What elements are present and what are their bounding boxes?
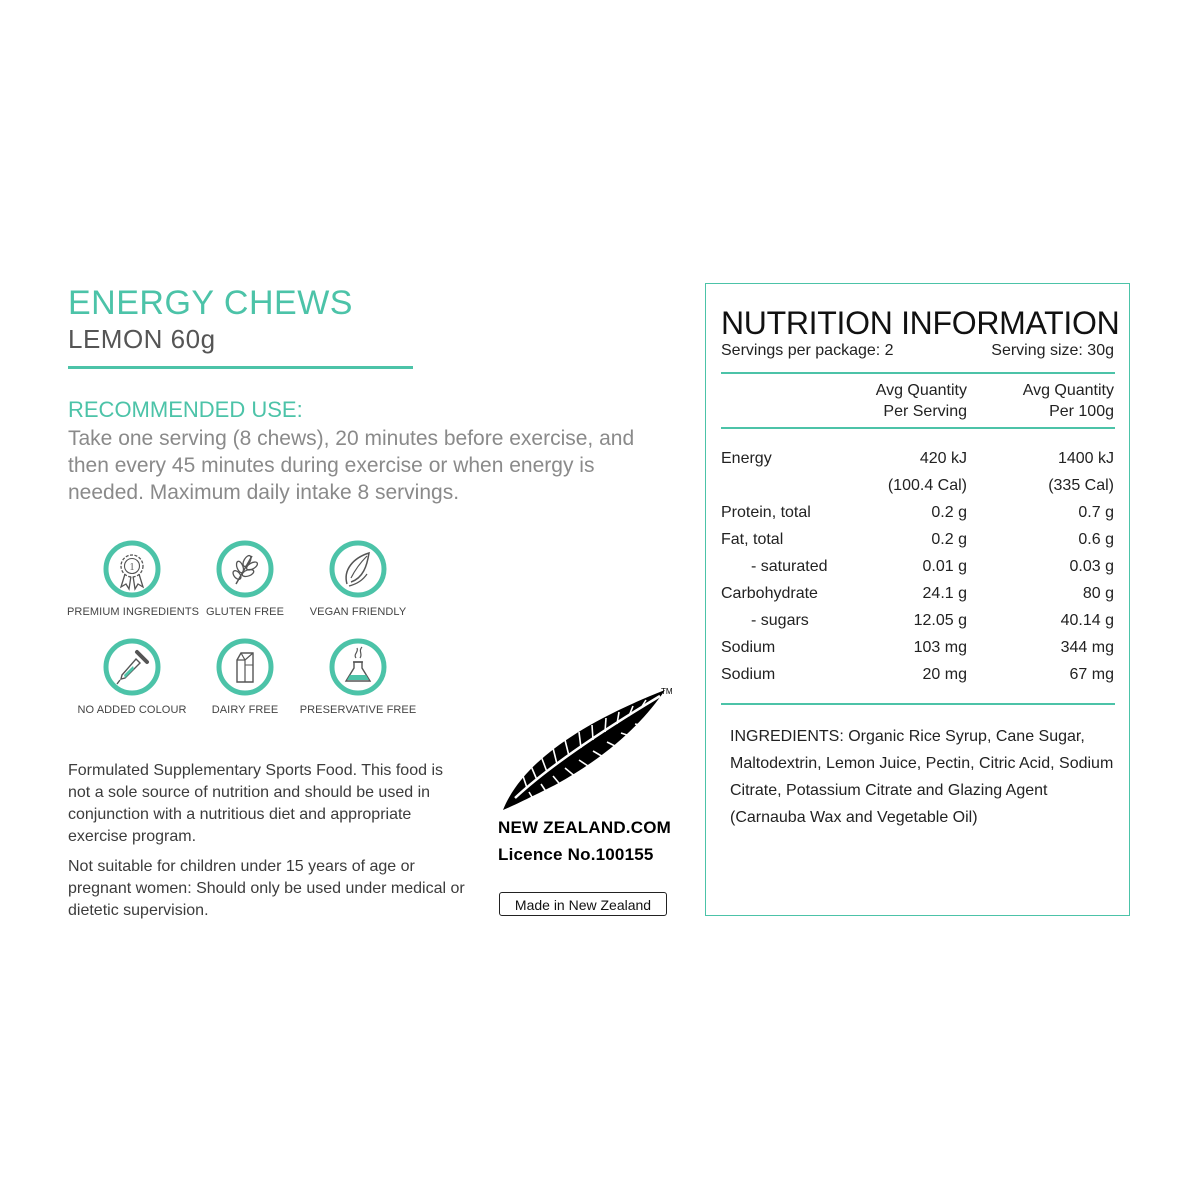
nutrient-label: Sodium [721, 666, 776, 683]
nutrient-value-per-100g: (335 Cal) [1048, 477, 1114, 494]
nutrient-label: Energy [721, 450, 772, 467]
nz-website: NEW ZEALAND.COM [498, 818, 671, 837]
nutrient-value-per-serving: 0.2 g [931, 531, 967, 548]
nutrient-value-per-100g: 344 mg [1060, 639, 1114, 656]
nutrient-value-per-100g: 67 mg [1069, 666, 1114, 683]
nutrient-value-per-serving: 0.2 g [931, 504, 967, 521]
nutrition-title: NUTRITION INFORMATION [721, 305, 1120, 341]
silver-fern-logo [495, 680, 675, 820]
wheat-icon [216, 540, 274, 598]
nutrient-value-per-100g: 0.6 g [1078, 531, 1114, 548]
badge-no-added-colour [67, 638, 197, 716]
nutrient-label: - saturated [751, 558, 828, 575]
nutrient-value-per-serving: 420 kJ [919, 450, 967, 467]
nutrition-divider [721, 372, 1115, 374]
badge-label: NO ADDED COLOUR [77, 704, 187, 716]
nutrient-label: Sodium [721, 639, 776, 656]
nutrient-value-per-100g: 40.14 g [1060, 612, 1114, 629]
nutrient-value-per-serving: 12.05 g [913, 612, 967, 629]
badge-dairy-free [180, 638, 310, 716]
nutrient-value-per-serving: 20 mg [922, 666, 967, 683]
product-title: ENERGY CHEWS [68, 284, 353, 322]
column-header-line: Avg Quantity [1022, 382, 1114, 399]
medal-number: 1 [129, 562, 135, 573]
column-header-line: Per Serving [883, 403, 967, 420]
badge-label: VEGAN FRIENDLY [309, 606, 407, 618]
disclaimer [68, 760, 468, 930]
badge-vegan-friendly [293, 540, 423, 618]
serving-size: Serving size: 30g [991, 342, 1114, 359]
product-flavour-weight: LEMON 60g [68, 324, 216, 354]
nutrient-value-per-100g: 0.03 g [1069, 558, 1114, 575]
nutrient-label: Fat, total [721, 531, 784, 548]
nutrient-value-per-100g: 1400 kJ [1057, 450, 1114, 467]
column-header-per-serving [876, 380, 967, 422]
badge-premium-ingredients [67, 540, 200, 618]
dropper-icon [103, 638, 161, 696]
flask-icon [329, 638, 387, 696]
column-header-line: Per 100g [1049, 403, 1114, 420]
nutrient-value-per-serving: (100.4 Cal) [887, 477, 967, 494]
badge-label: GLUTEN FREE [205, 606, 285, 618]
leaf-icon [329, 540, 387, 598]
made-in-nz-badge: Made in New Zealand [499, 892, 667, 916]
title-divider [68, 366, 413, 369]
nutrition-divider [721, 427, 1115, 429]
ingredients-list: INGREDIENTS: Organic Rice Syrup, Cane Sugar, Maltodextrin, Lemon Juice, Pectin, Citric Acid, Sodium Citrate, Potassium Citrate and Glazing Agent (Carnauba Wax and Vegetable Oil) [730, 728, 1114, 826]
servings-per-package: Servings per package: 2 [721, 342, 894, 359]
disclaimer-paragraph: Formulated Supplementary Sports Food. This food is not a sole source of nutrition and should be used in conjunction with a nutritious diet and appropriate exercise program. [68, 762, 443, 845]
column-header-per-100g [1023, 380, 1114, 422]
ribbon-medal-icon [103, 540, 161, 598]
badge-label: PREMIUM INGREDIENTS [67, 606, 200, 618]
badge-preservative-free [293, 638, 423, 716]
column-header-line: Avg Quantity [875, 382, 967, 399]
badge-gluten-free [180, 540, 310, 618]
nutrient-value-per-serving: 103 mg [913, 639, 967, 656]
nutrient-label: - sugars [751, 612, 809, 629]
milk-carton-icon [216, 638, 274, 696]
badge-label: DAIRY FREE [211, 704, 279, 716]
nutrition-divider [721, 703, 1115, 705]
disclaimer-paragraph: Not suitable for children under 15 years of age or pregnant women: Should only be used under medical or dietetic supervision. [68, 858, 465, 919]
nutrient-value-per-100g: 80 g [1082, 585, 1114, 602]
badge-label: PRESERVATIVE FREE [299, 704, 417, 716]
nutrient-value-per-serving: 24.1 g [922, 585, 967, 602]
recommended-use-text: Take one serving (8 chews), 20 minutes before exercise, and then every 45 minutes during exercise or when energy is needed. Maximum daily intake 8 servings. [68, 427, 635, 504]
recommended-use-heading: RECOMMENDED USE: [68, 397, 303, 422]
nutrient-label: Protein, total [721, 504, 811, 521]
nz-licence-number: Licence No.100155 [498, 845, 654, 864]
nutrient-label: Carbohydrate [721, 585, 818, 602]
trademark-mark: TM [661, 687, 673, 696]
nutrient-value-per-100g: 0.7 g [1078, 504, 1114, 521]
nutrient-value-per-serving: 0.01 g [922, 558, 967, 575]
